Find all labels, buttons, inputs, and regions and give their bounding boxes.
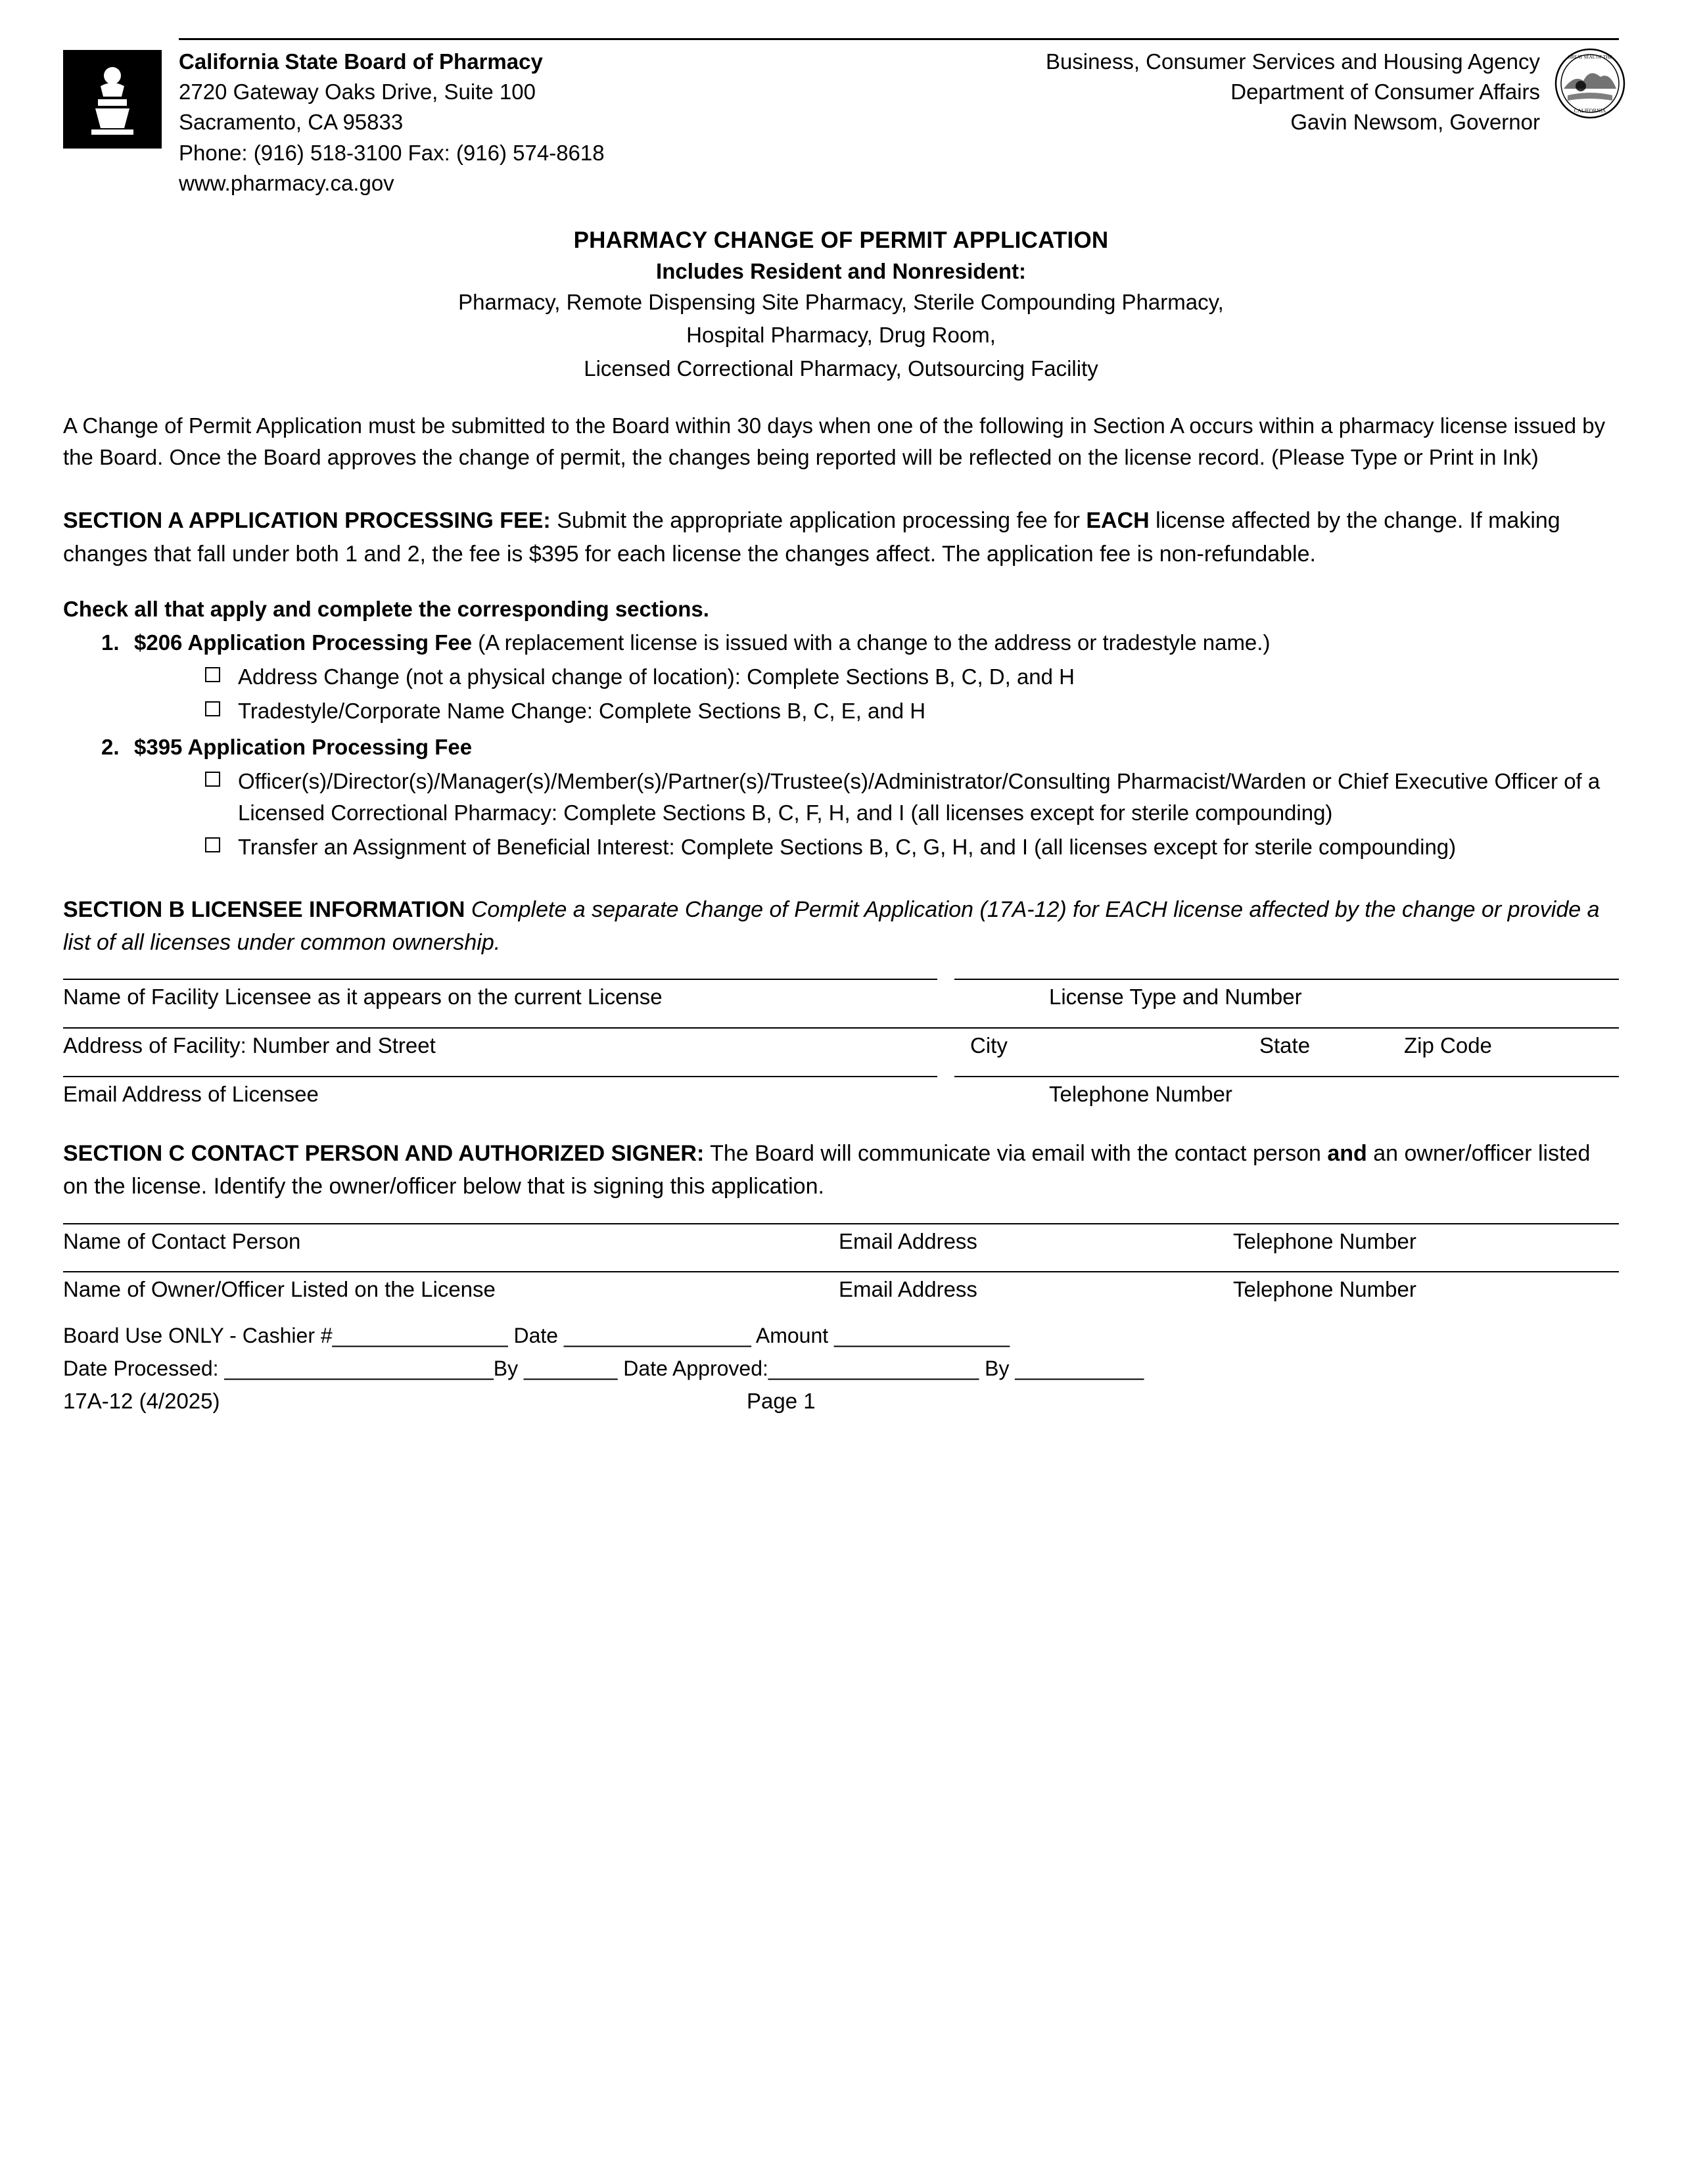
date-processed-blank[interactable]: _______________________ bbox=[224, 1356, 494, 1380]
contact-person-label: Name of Contact Person bbox=[63, 1228, 301, 1253]
section-c-body-2: an owner/officer listed on the license. Identify the owner/officer below that is signing this application. bbox=[63, 1141, 1591, 1199]
owner-officer-input[interactable] bbox=[63, 1271, 1619, 1272]
fee-option-1-detail: (A replacement license is issued with a change to the address or tradestyle name.) bbox=[472, 630, 1271, 655]
city-label: City bbox=[970, 1033, 1008, 1057]
section-b-heading-paragraph bbox=[63, 893, 1619, 960]
great-seal-of-california bbox=[1554, 48, 1625, 119]
checkbox-label: Address Change (not a physical change of location): Complete Sections B, C, D, and H bbox=[238, 664, 1075, 689]
facility-address-label-row bbox=[63, 1033, 1619, 1059]
processed-by-blank[interactable]: ________ bbox=[524, 1356, 618, 1380]
checkbox-row-transfer-beneficial-interest[interactable] bbox=[205, 831, 1619, 863]
section-c-heading: SECTION C CONTACT PERSON AND AUTHORIZED SIGNER: bbox=[63, 1141, 705, 1167]
date-approved-label: Date Approved: bbox=[617, 1356, 768, 1380]
fee-option-1 bbox=[63, 627, 1619, 727]
owner-officer-label-row bbox=[63, 1276, 1619, 1303]
check-all-that-apply-instruction: Check all that apply and complete the corresponding sections. bbox=[63, 596, 709, 621]
fee-option-2-label: $395 Application Processing Fee bbox=[134, 735, 473, 760]
facility-address-rule-row bbox=[63, 1027, 1619, 1029]
section-a-body-bold: EACH bbox=[1086, 508, 1150, 534]
licensee-name-rule-row bbox=[63, 979, 1619, 980]
title-scope-line-2: Hospital Pharmacy, Drug Room, bbox=[686, 323, 996, 348]
page-footer bbox=[63, 1389, 1619, 1414]
svg-text:CALIFORNIA: CALIFORNIA bbox=[1574, 108, 1606, 114]
section-c-body-bold: and bbox=[1327, 1141, 1367, 1167]
contact-person-label-row bbox=[63, 1228, 1619, 1255]
section-c-heading-paragraph bbox=[63, 1137, 1619, 1203]
fee-option-1-number: 1. bbox=[101, 630, 120, 655]
checkbox-row-officer-change[interactable] bbox=[205, 766, 1619, 829]
owner-email-label: Email Address bbox=[839, 1277, 977, 1302]
governor-line: Gavin Newsom, Governor bbox=[1290, 110, 1540, 135]
processed-by-label: By bbox=[493, 1356, 525, 1380]
date-processed-label: Date Processed: bbox=[63, 1356, 225, 1380]
checkbox-row-tradestyle-name-change[interactable] bbox=[205, 695, 1619, 727]
agency-address-line-2: Sacramento, CA 95833 bbox=[179, 110, 404, 135]
licensee-telephone-label: Telephone Number bbox=[1049, 1081, 1232, 1106]
document-title-block bbox=[63, 227, 1619, 384]
board-use-date-label: Date bbox=[507, 1323, 564, 1347]
page-title: PHARMACY CHANGE OF PERMIT APPLICATION bbox=[573, 227, 1109, 253]
board-use-only-block bbox=[63, 1320, 1619, 1385]
agency-name: California State Board of Pharmacy bbox=[179, 49, 543, 74]
page-number: Page 1 bbox=[747, 1389, 816, 1414]
zip-code-label: Zip Code bbox=[1404, 1033, 1492, 1057]
section-c-fields bbox=[63, 1223, 1619, 1303]
title-subtitle: Includes Resident and Nonresident: bbox=[656, 258, 1026, 283]
title-scope-line-1: Pharmacy, Remote Dispensing Site Pharmacy, Sterile Compounding Pharmacy, bbox=[458, 289, 1224, 314]
checkbox-label: Transfer an Assignment of Beneficial Interest: Complete Sections B, C, G, H, and I (all licenses except for sterile compounding) bbox=[238, 834, 1457, 859]
document-header bbox=[63, 38, 1619, 198]
licensee-email-input[interactable] bbox=[63, 1076, 937, 1077]
license-type-and-number-label: License Type and Number bbox=[1049, 985, 1302, 1010]
fee-option-2 bbox=[63, 732, 1619, 862]
state-agency-line-2: Department of Consumer Affairs bbox=[1230, 80, 1540, 105]
contact-email-label: Email Address bbox=[839, 1228, 977, 1253]
approved-by-label: By bbox=[979, 1356, 1016, 1380]
licensee-email-rule-row bbox=[63, 1076, 1619, 1077]
mortar-and-pestle-icon bbox=[81, 62, 144, 136]
agency-phone-line: Phone: (916) 518-3100 Fax: (916) 574-8618 bbox=[179, 140, 605, 165]
agency-website: www.pharmacy.ca.gov bbox=[179, 170, 394, 195]
svg-text:GREAT SEAL OF THE: GREAT SEAL OF THE bbox=[1568, 55, 1612, 60]
contact-person-rule-row bbox=[63, 1223, 1619, 1224]
date-approved-blank[interactable]: __________________ bbox=[768, 1356, 979, 1380]
fee-option-2-checkboxes bbox=[134, 766, 1619, 863]
board-use-date-blank[interactable]: ________________ bbox=[563, 1323, 751, 1347]
title-scope-line-3: Licensed Correctional Pharmacy, Outsourcing Facility bbox=[584, 356, 1098, 381]
intro-paragraph: A Change of Permit Application must be submitted to the Board within 30 days when one of the following in Section A occurs within a pharmacy license issued by the Board. Once the Board approves the change of permit, the changes being reported will be reflected on the license record. (Please Type or Print in Ink) bbox=[63, 413, 1606, 470]
board-use-amount-label: Amount bbox=[751, 1323, 835, 1347]
section-a-body-1: Submit the appropriate application processing fee for bbox=[550, 508, 1086, 534]
fee-option-1-label: $206 Application Processing Fee bbox=[134, 630, 473, 655]
checkbox-icon[interactable] bbox=[205, 772, 220, 787]
licensee-email-label: Email Address of Licensee bbox=[63, 1081, 319, 1106]
fee-option-1-checkboxes bbox=[134, 661, 1619, 727]
section-a-body-2: license affected by the change. If making changes that fall under both 1 and 2, the fee is $395 for each license the changes affect. The application fee is non-refundable. bbox=[63, 508, 1560, 567]
fee-option-2-number: 2. bbox=[101, 735, 120, 760]
agency-address-line-1: 2720 Gateway Oaks Drive, Suite 100 bbox=[179, 80, 536, 105]
board-use-amount-blank[interactable]: _______________ bbox=[834, 1323, 1010, 1347]
facility-licensee-name-label: Name of Facility Licensee as it appears on the current License bbox=[63, 985, 663, 1010]
checkbox-icon[interactable] bbox=[205, 837, 220, 852]
licensee-telephone-input[interactable] bbox=[954, 1076, 1619, 1077]
section-a-heading-paragraph bbox=[63, 504, 1619, 570]
licensee-name-label-row bbox=[63, 984, 1619, 1010]
checkbox-icon[interactable] bbox=[205, 667, 220, 682]
licensee-email-label-row bbox=[63, 1081, 1619, 1107]
section-c-body-1: The Board will communicate via email with the contact person bbox=[704, 1141, 1328, 1167]
section-a-heading: SECTION A APPLICATION PROCESSING FEE: bbox=[63, 508, 551, 534]
checkbox-row-address-change[interactable] bbox=[205, 661, 1619, 693]
owner-officer-rule-row bbox=[63, 1271, 1619, 1272]
form-identifier: 17A-12 (4/2025) bbox=[63, 1389, 220, 1414]
board-address-block bbox=[179, 47, 605, 198]
cashier-number-label: Board Use ONLY - Cashier # bbox=[63, 1323, 333, 1347]
owner-officer-label: Name of Owner/Officer Listed on the License bbox=[63, 1277, 496, 1302]
facility-address-input[interactable] bbox=[63, 1027, 1619, 1029]
section-b-heading: SECTION B LICENSEE INFORMATION bbox=[63, 896, 465, 922]
state-agency-block bbox=[1046, 47, 1619, 198]
section-b-fields bbox=[63, 979, 1619, 1107]
checkbox-label: Officer(s)/Director(s)/Manager(s)/Member(s)/Partner(s)/Trustee(s)/Administrator/Consulting Pharmacist/Warden or Chief Executive Officer of a Licensed Correctional Pharmacy: Complete Sections B, C, F, H, and I (all licenses except for sterile compounding) bbox=[238, 769, 1600, 825]
board-use-line-2 bbox=[63, 1353, 1619, 1385]
state-label: State bbox=[1259, 1033, 1311, 1057]
contact-person-input[interactable] bbox=[63, 1223, 1619, 1224]
license-type-and-number-input[interactable] bbox=[954, 979, 1619, 980]
checkbox-label: Tradestyle/Corporate Name Change: Complete Sections B, C, E, and H bbox=[238, 698, 926, 723]
section-b-note: Complete a separate Change of Permit Application (17A-12) for EACH license affected by the change or provide a list of all licenses under common ownership. bbox=[63, 896, 1600, 956]
fee-options-list bbox=[63, 627, 1619, 863]
approved-by-blank[interactable]: ___________ bbox=[1015, 1356, 1144, 1380]
board-use-line-1 bbox=[63, 1320, 1619, 1353]
header-text-block bbox=[179, 38, 1619, 198]
board-of-pharmacy-mortar-and-pestle-logo bbox=[63, 50, 162, 149]
contact-telephone-label: Telephone Number bbox=[1233, 1228, 1416, 1253]
owner-telephone-label: Telephone Number bbox=[1233, 1277, 1416, 1302]
cashier-number-blank[interactable]: _______________ bbox=[332, 1323, 508, 1347]
facility-address-label: Address of Facility: Number and Street bbox=[63, 1033, 436, 1057]
state-agency-line-1: Business, Consumer Services and Housing Agency bbox=[1045, 49, 1540, 74]
checkbox-icon[interactable] bbox=[205, 701, 220, 716]
facility-licensee-name-input[interactable] bbox=[63, 979, 937, 980]
